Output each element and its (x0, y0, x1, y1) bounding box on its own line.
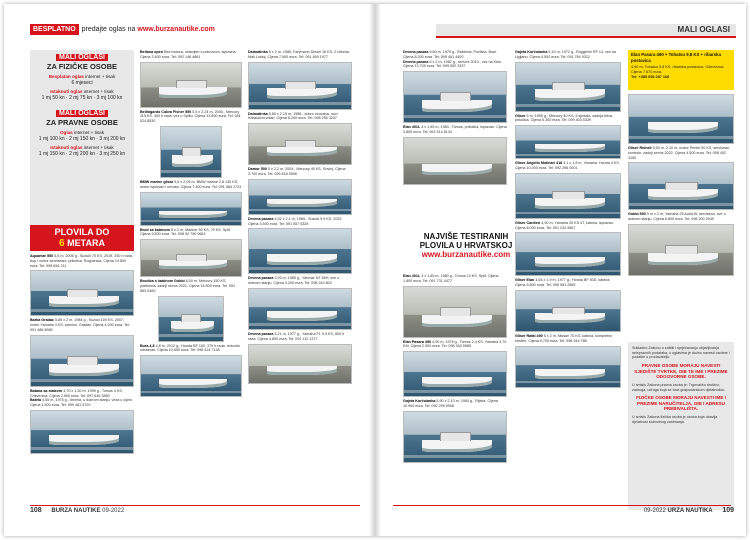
ad-text: Gliser Rafal 490 5 x 2 m, Nissan 70 KS, kabina, kompletno sređen. Cijena 9.700 eura. Tel: 098 344 788 (515, 333, 613, 343)
ad-text: Aquamar 550 5,5 m, 2006 g., Suzuki 70 KS, 2019, 250 h rada, trup i motor servisirani, prikolica, Rogoznica. Cijena 14.800 eura. Tel: 098 654 211 (30, 254, 133, 268)
highlight-label-1: Istaknuti oglas (50, 89, 83, 94)
ad-title: Bura 4,8 (140, 343, 155, 348)
right-footer-issue: 09-2022 (643, 508, 666, 514)
ad-text: Bellingardo Cobra Fisher 550 5,5 x 2,24 m, 2005., Mercury 115 KS, 400 h rada, vez u Splitu. Cijena 13.800 eura. Tel: 091 524 8530 (140, 109, 241, 124)
boat-photo[interactable] (403, 137, 507, 185)
boat-photo[interactable] (628, 162, 734, 210)
plovila-line1: PLOVILA DO (54, 227, 110, 237)
plovila-number: 6 (59, 238, 65, 249)
ad-text: Gajeta Korčulanka 5,15 m, 1972 g., Ruggerini RF 14, vez na Ugljanu. Cijena 4.500 eura. Tel: 091 764 9312 (515, 50, 616, 59)
boat-photo[interactable] (30, 270, 134, 316)
boat-photo[interactable] (140, 62, 242, 108)
featured-ad-phone: Tel: +385 098 287 168 (631, 74, 670, 79)
company-ad-prices: 1 mj 100 kn · 2 mj 150 kn · 3 mj 200 kn (38, 136, 126, 142)
ad-title: Gliser Cantieri (515, 220, 541, 225)
ad-title: Damor 500 (248, 167, 267, 172)
ad-title: Gliser Reinell (628, 146, 652, 150)
banner-line1: NAJVIŠE TESTIRANIH (423, 232, 509, 241)
featured-ad-text: 4,90 m, Tohatsu 9,8 KS, ribarska postavica, Oštrovnica. Cijena 7.670 eura. (631, 65, 725, 74)
ad-title: Drvena pasara (403, 50, 429, 54)
notice-rule-2: FIZIČKE OSOBE MORAJU NAVESTI IME I PREZIME NARUČITELJA, OIB I ADRESU PREBIVALIŠTA. (636, 395, 726, 412)
free-badge: BESPLATNO (30, 24, 79, 35)
featured-ad-title: Elan Pasara 490 + Tohatsu 9,8 KS + ribarska postavica (631, 52, 721, 63)
ad-title: Batela (30, 398, 42, 403)
ad-title: Drvena pasara (248, 216, 274, 221)
boat-photo[interactable] (628, 94, 734, 144)
ad-text: Elan Pasara 490 4,90 m, 1978 g., Tomos 2,4 KS, Yamaha 3,70 KM. Cijena 2.500 eura. Tel: 098 340 5985 (403, 339, 507, 349)
boat-photo[interactable] (248, 228, 352, 274)
ad-title: Gliser Elan (515, 278, 535, 283)
ad-column-2 (140, 50, 242, 399)
free-ad-label: Besplatan oglas (48, 74, 84, 79)
ad-text: Drvena pasara 5,21 m, 1977 g., Yamaha F1 9,9 KS, 800 h rada. Cijena 4.800 eura. Tel: 091 112 1377 (248, 331, 345, 341)
boat-photo[interactable] (160, 126, 222, 178)
ad-text: Batana sa stalcem 4,70 x 1,30 m, 1999 g., Tomos 4 KS, Crikvenica. Cijena 2.500 eura. Tel: 097 645 3850 (30, 388, 123, 398)
ad-text: Gliser Reinell 5,50 m, 2,10 m, motor Pentel 50 KS, servisiran, kontrole, zadnji servis 2022. Cijena 4.500 eura. Tel: 098 402 3150 (628, 146, 731, 160)
plovila-line2: METARA (67, 238, 105, 248)
boat-photo[interactable] (515, 346, 621, 388)
ad-text: Bura 4,8 4,8 m, 2012 g., Honda BF 100, 370 h rada, redovito održavan. Cijena 10.500 eura. Tel: 098 424 7145 (140, 343, 240, 353)
right-footer (644, 507, 734, 514)
ad-column-1 (30, 254, 134, 456)
ad-title: Brodica s kabinom Gobbi (140, 279, 185, 284)
ad-text: Gliser Angello Molinari 418 4,1 x 1,8 m, Yamaha, Honda 4 KS. Cijena 10.000 eura. Tel: 092 296 0001 (515, 161, 620, 170)
sidebar-title-1: MALI OGLASI (56, 54, 108, 61)
right-footer-brand: URZA NAUTIKA (667, 508, 713, 514)
boat-photo[interactable] (248, 179, 352, 215)
boat-photo[interactable] (515, 173, 621, 219)
highlight-label-2: Istaknuti oglas (50, 145, 83, 150)
ad-text: Dalmatinka 5,80 x 2,15 m, 1985., dobro očuvana, novi hidraulični volan. Cijena 6.200 eura. Tel: 098 255 3247 (248, 111, 338, 121)
boat-photo[interactable] (248, 344, 352, 384)
ad-text: Drvena pasara 6 x 2 m, 1962 g., remont 2010., vez na Krku. Cijena 13.700 eura. Tel: 099 592 3337 (403, 59, 503, 69)
ad-text: Dalmatinka 5 x 2 m, 1986, Farymann Diesel 16 KS, 2 cilindra, Mali Lošinj. Cijena 7.500 eura. Tel: 091 489 1977 (248, 50, 350, 59)
boat-photo[interactable] (403, 351, 507, 397)
notice-paragraph-3: U smislu Zakona fizička osoba je osoba koja obavlja djelatnost slobodnog zanimanja. (632, 415, 718, 424)
boat-photo[interactable] (628, 224, 734, 276)
ad-title: Gajeta Korčulanka (403, 399, 436, 404)
ad-column-4 (403, 50, 507, 187)
ad-text: Brodica s kabinom Gobbi 6,00 m, Mercury 150 KS, platforma, zadnji servis 2021. Cijena 16.500 eura. Tel: 091 563 0469 (140, 279, 236, 293)
ad-title: Gobbi 500 (628, 212, 646, 217)
ad-text: Gliser Cantieri 4,90 m, Yamaha 25 KS 4T, kabina, ispravan. Cijena 8.000 eura. Tel: 091 234 5567 (515, 220, 614, 230)
boat-photo[interactable] (515, 62, 621, 112)
ad-title: Dalmatinka (248, 50, 268, 54)
boat-photo[interactable] (403, 286, 507, 338)
boat-photo[interactable] (248, 123, 352, 165)
sidebar-sub-1: ZA FIZIČKE OSOBE (46, 62, 118, 71)
left-footer (30, 507, 124, 514)
left-header (30, 24, 370, 35)
banner-url[interactable]: www.burzanautike.com (421, 250, 511, 259)
boat-photo[interactable] (158, 296, 224, 342)
ad-title: Bellingardo Cobra Fisher 550 (140, 109, 192, 114)
boat-photo[interactable] (248, 288, 352, 330)
ad-title: Drvena pasara (403, 59, 429, 64)
boat-photo[interactable] (403, 411, 507, 463)
ad-title: Gliser Rafal 490 (515, 333, 543, 338)
header-url[interactable]: www.burzanautike.com (137, 26, 215, 33)
ad-title: Bellana open (140, 50, 163, 54)
ad-title: Gliser (515, 113, 526, 118)
ad-title: Elan 401L (403, 274, 421, 278)
notice-rule-1: PRAVNE OSOBE MORAJU NAVESTI SJEDIŠTE TVRTKE, OIB TE IME I PREZIME ODGOVORNE OSOBE. (634, 363, 728, 380)
left-footer-issue: 09-2022 (102, 508, 125, 514)
ad-column-4b (403, 274, 507, 465)
boat-photo[interactable] (515, 232, 621, 276)
ad-text: Drvena pasara 5,60 m, 1979 g., Rabbiosi, Pučišća, Brač. Cijena 8.300 eura. Tel: 099 461 4400 (403, 50, 498, 59)
magazine-spread (4, 4, 746, 536)
notice-paragraph-2: U smislu Zakona pravna osoba je: Trgovačko društvo, zadruga, udruga koja se bavi gospodarskom djelatnošću. (632, 382, 726, 392)
boats-to-6m-banner (30, 225, 134, 251)
right-footer-line (393, 505, 731, 506)
boat-photo[interactable] (515, 125, 621, 159)
free-ad-months: 6 mjeseci (71, 80, 93, 86)
right-page-number: 109 (722, 507, 734, 514)
ad-title: Aquamar 550 (30, 254, 54, 258)
most-tested-banner (411, 232, 521, 272)
boat-photo[interactable] (403, 71, 507, 123)
ad-text: Gliser Elan 4,55 x 1,9 m, 1977 g., Honda BF 50D, kabina. Cijena 5.800 eura. Tel: 098 981 2565 (515, 278, 611, 288)
ad-title: Gliser Angello Molinari 418 (515, 161, 563, 166)
ad-title: Drvena pasara (248, 276, 274, 281)
ad-text: Elan 401L 4 x 1,65 m, 1983., Tomos, prikolica, ispravan. Cijena 3.800 eura. Tel: 091 514 6134 (403, 125, 507, 134)
ad-text: Drvena pasara 4,92 x 2,1 m, 1965., Suzuki 9,9 KS, 2022. Cijena 3.500 eura. Tel: 091 557 5328 (248, 216, 343, 226)
ad-title: Gajeta Korčulanka (515, 50, 548, 54)
ad-column-6 (628, 92, 734, 278)
highlight-rest-2: internet + tisak (83, 145, 114, 150)
ad-text: Elan 401L 4 x 1,65 m, 1980 g., Tomos 10 KS, Split. Cijena 1.800 eura. Tel: 091 731 4477 (403, 274, 499, 283)
ad-title: Batana sa stalcem (30, 388, 63, 393)
ad-title: Brod sa kabinom (140, 227, 170, 232)
ad-text: Barka Gradac 5,85 x 2 m, 1984 g., Suzuki 100 KS, 2007, motor Yamaha 3 KS, kamion, Gradac. Cijena 4.200 eura. Tel: 091 486 8965 (30, 318, 130, 332)
free-ad-rest: internet + tisak (85, 74, 116, 79)
highlight-prices-1: 1 mj 50 kn · 2 mj 75 kn · 3 mj 100 kn (41, 95, 123, 101)
right-page (375, 4, 746, 536)
ad-text: Damor 500 5 x 2,2 m, 2004., Mercury 40 KS, Rovinj. Cijena 3.700 eura. Tel: 095 818 0506 (248, 167, 346, 176)
boat-photo[interactable] (140, 355, 242, 397)
ad-title: Elan Pasara 490 (403, 339, 432, 344)
boat-photo[interactable] (140, 192, 242, 226)
ad-title: BMW marine glisar (140, 179, 174, 184)
featured-ad[interactable] (628, 50, 734, 90)
left-page (4, 4, 375, 536)
ad-text: Gajeta Korčulanka 5,90 x 2,10 m, 1984 g., Rijeka. Cijena 10.900 eura. Tel: 092 299 9908 (403, 399, 498, 408)
sidebar-sub-2: ZA PRAVNE OSOBE (46, 118, 118, 127)
ad-text: Brod sa kabinom 8 x 2 m, Mariner 50 KS, 70 KS, Split. Cijena 9.500 eura. Tel: 098 92 790 0661 (140, 227, 232, 237)
legal-notice (628, 342, 734, 510)
ad-title: Barka Gradac (30, 318, 54, 323)
highlight-prices-2: 1 mj 150 kn · 2 mj 200 kn · 3 mj 250 kn (38, 151, 126, 157)
left-footer-brand: BURZA NAUTIKE (51, 508, 101, 514)
boat-photo[interactable] (30, 335, 134, 387)
highlight-rest-1: internet + tisak (83, 89, 114, 94)
ad-text: Bellana open Bez motora, ostavljen s pokrovom, ispravna. Cijena 3.400 eura. Tel: 092 146 4861 (140, 50, 237, 59)
ad-text: Gliser 5 m, 1995 g., Mercury 40 KS, 5 sjedala, zadnja bitva, prikolica. Cijena 5.300 eura. Tel: 099 403 5339 (515, 113, 613, 123)
pricing-sidebar (30, 50, 134, 250)
notice-paragraph-1: Sukladno Zakonu o zaštiti i sprječavanju objavljivanja neispravnih podataka, u oglasima je dužno navesti osobne i podatke o prodavatelju. (632, 346, 730, 360)
sidebar-title-2: MALI OGLASI (56, 110, 108, 117)
ad-column-5 (515, 50, 621, 390)
boat-photo[interactable] (30, 410, 134, 454)
banner-line2: PLOVILA U HRVATSKOJ (419, 241, 513, 250)
boat-photo[interactable] (248, 62, 352, 110)
ad-text: Batela 4,55 m, 1975 g., drvena, u dobrom stanju, veza u cijeni. Cijena 1.500 eura. Tel: 099 481 5720 (30, 398, 133, 408)
left-page-number: 108 (30, 507, 42, 514)
boat-photo[interactable] (515, 290, 621, 332)
ad-text: Gobbi 500 5 m x 2 m, Yamaha 25 AutoLift, servisiran, sve u dobrom stanju. Cijena 6.800 eura. Tel: 098 200 2949 (628, 212, 726, 222)
company-ad-label: Oglas (59, 130, 73, 135)
ad-title: Drvena pasara (248, 331, 274, 336)
ad-text: BMW marine glisar 5,5 x 2,05 m, BMW marine 2,8 130 KS, motor ispravan i uredan. Cijena 7.400 eura. Tel: 091 584 1723 (140, 179, 242, 189)
ad-column-3 (248, 50, 352, 386)
company-ad-rest: internet + tisak (74, 130, 105, 135)
ad-title: Dalmatinka (248, 111, 268, 116)
left-footer-line (30, 505, 360, 506)
ad-title: Elan 401L (403, 125, 421, 130)
header-text: predajte oglas na (81, 26, 136, 33)
boat-photo[interactable] (140, 239, 242, 277)
right-header-title: MALI OGLASI (677, 25, 730, 34)
ad-text: Drvena pasara 3,93 m, 1965 g., Yanmar NT 65H, sve u dobrom stanju. Cijena 3.200 eura. Tel: 098 243 803 (248, 276, 340, 286)
